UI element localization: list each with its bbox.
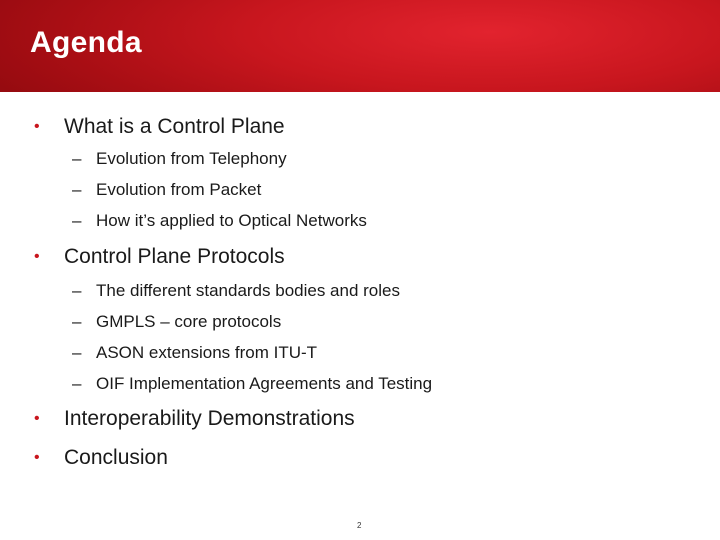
- bullet-marker: •: [34, 410, 40, 427]
- dash-marker: –: [72, 180, 82, 199]
- agenda-item-label: Conclusion: [64, 446, 168, 469]
- agenda-item-label: Interoperability Demonstrations: [64, 407, 355, 430]
- agenda-subitem-label: GMPLS – core protocols: [96, 312, 282, 331]
- agenda-subitem-label: How it’s applied to Optical Networks: [96, 211, 367, 230]
- agenda-subitem-label: The different standards bodies and roles: [96, 281, 400, 300]
- dash-marker: –: [72, 211, 82, 230]
- dash-marker: –: [72, 149, 82, 168]
- dash-marker: –: [72, 343, 82, 362]
- dash-marker: –: [72, 312, 82, 331]
- slide-title: Agenda: [30, 26, 142, 59]
- agenda-item-label: What is a Control Plane: [64, 115, 285, 138]
- bullet-marker: •: [34, 118, 40, 135]
- title-bar: [0, 0, 720, 92]
- agenda-subitem-label: OIF Implementation Agreements and Testing: [96, 374, 433, 393]
- dash-marker: –: [72, 374, 82, 393]
- bullet-marker: •: [34, 248, 40, 265]
- agenda-subitem-label: Evolution from Packet: [96, 180, 262, 199]
- bullet-marker: •: [34, 449, 40, 466]
- agenda-subitem-label: Evolution from Telephony: [96, 149, 287, 168]
- page-number: 2: [357, 521, 362, 530]
- agenda-subitem-label: ASON extensions from ITU-T: [96, 343, 318, 362]
- dash-marker: –: [72, 281, 82, 300]
- agenda-item-label: Control Plane Protocols: [64, 245, 285, 268]
